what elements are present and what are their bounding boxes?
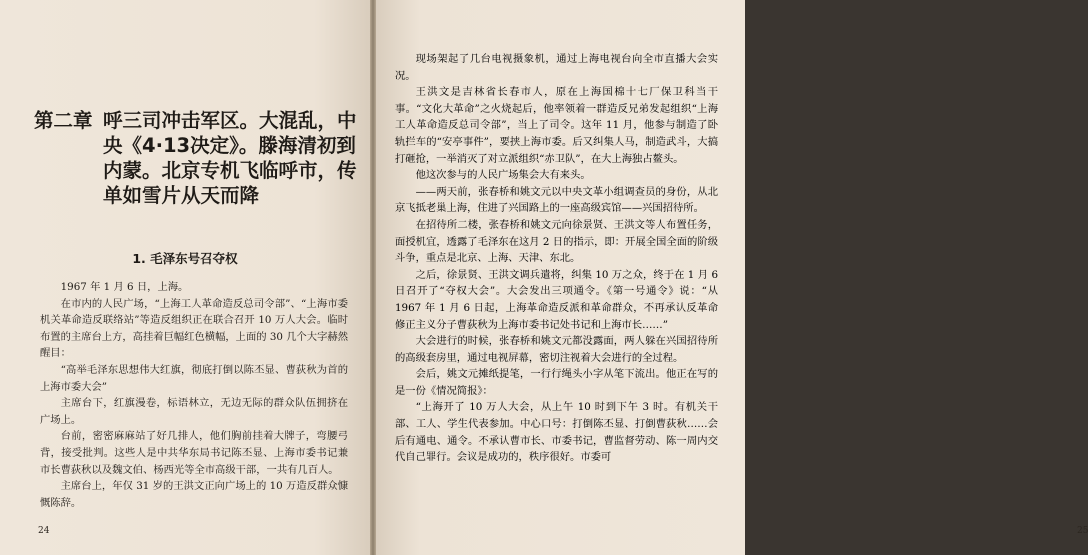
chapter-number: 第二章 bbox=[34, 109, 93, 132]
page-number-right: 25 bbox=[1077, 526, 1088, 536]
paragraph: 之后，徐景贤、王洪文调兵遣将，纠集 10 万之众，终于在 1 月 6 日召开了“夺权大会”。大会发出三项通令。《第一号通令》说：“从 1967 年 1 月 6 日起，上海革命造反派和革命群众，不再承认反革命修正主义分子曹荻秋为上海市委书记处书记和上海市长……” bbox=[395, 268, 718, 331]
paragraph: ——两天前，张春桥和姚文元以中央文革小组调查员的身份，从北京飞抵老巢上海，住进了兴国路上的一座高级宾馆——兴国招待所。 bbox=[395, 185, 718, 215]
paragraph: 在招待所二楼，张春桥和姚文元向徐景贤、王洪文等人布置任务，面授机宜，透露了毛泽东在这月 2 日的指示，即：开展全国全面的阶级斗争，重点是北京、上海、天津、东北。 bbox=[395, 218, 718, 265]
paragraph: 在市内的人民广场，“上海工人革命造反总司令部”、“上海市委机关革命造反联络站”等造反组织正在联合召开 10 万人大会。临时布置的主席台上方，高挂着巨幅红色横幅，上面的 30 几个大字赫然醒目： bbox=[40, 297, 348, 360]
paragraph: “高举毛泽东思想伟大红旗，彻底打倒以陈丕显、曹荻秋为首的上海市委大会” bbox=[40, 363, 348, 393]
paragraph: 会后，姚文元摊纸提笔，一行行绳头小字从笔下流出。他正在写的是一份《情况简报》： bbox=[395, 368, 718, 397]
paragraph: 1967 年 1 月 6 日，上海。 bbox=[60, 281, 189, 293]
left-page-body bbox=[40, 279, 348, 511]
paragraph: 王洪文是吉林省长春市人，原在上海国棉十七厂保卫科当干事。“文化大革命”之火烧起后，他率领着一群造反兄弟发起组织“上海工人革命造反总司令部”，当上了司令。这年 11 月，他参与制造了卧轨拦车的“安亭事件”，要挟上海市委。后又纠集人马，制造武斗，大搞打砸抢，一举消灭了对立派组织“赤卫队”，在大上海独占鳌头。 bbox=[395, 86, 718, 165]
paragraph: “上海开了 10 万人大会，从上午 10 时到下午 3 时。有机关干部、工人、学生代表参加。中心口号：打倒陈丕显、打倒曹荻秋……会后有通电、通令。不承认曹市长、市委书记，曹监督劳动、陈一周内交代自己罪行。会议是成功的，秩序很好。市委可 bbox=[395, 401, 718, 464]
paragraph: 大会进行的时候，张春桥和姚文元都没露面，两人躲在兴国招待所的高级套房里，通过电视屏幕，密切注视着大会进行的全过程。 bbox=[395, 335, 718, 364]
paragraph: 台前，密密麻麻站了好几排人，他们胸前挂着大牌子，弯腰弓背，接受批判。这些人是中共华东局书记陈丕显、上海市委书记兼市长曹荻秋以及魏文伯、杨西光等全市高级干部，一共有几百人。 bbox=[40, 430, 348, 476]
chapter-title: 呼三司冲击军区。大混乱，中央《4·13决定》。滕海清初到内蒙。北京专机飞临呼市，传单如雪片从天而降 bbox=[103, 109, 357, 207]
paragraph: 现场架起了几台电视摄象机，通过上海电视台向全市直播大会实况。 bbox=[395, 53, 718, 82]
paragraph: 他这次参与的人民广场集会大有来头。 bbox=[415, 169, 591, 182]
right-page-body bbox=[395, 51, 718, 466]
left-page bbox=[0, 0, 370, 555]
section-title: 1. 毛泽东号召夺权 bbox=[132, 251, 238, 266]
paragraph: 主席台下，红旗漫卷，标语林立，无边无际的群众队伍拥挤在广场上。 bbox=[40, 397, 348, 426]
paragraph: 主席台上，年仅 31 岁的王洪文正向广场上的 10 万造反群众慷慨陈辞。 bbox=[40, 480, 348, 509]
page-number-left: 24 bbox=[38, 526, 50, 536]
